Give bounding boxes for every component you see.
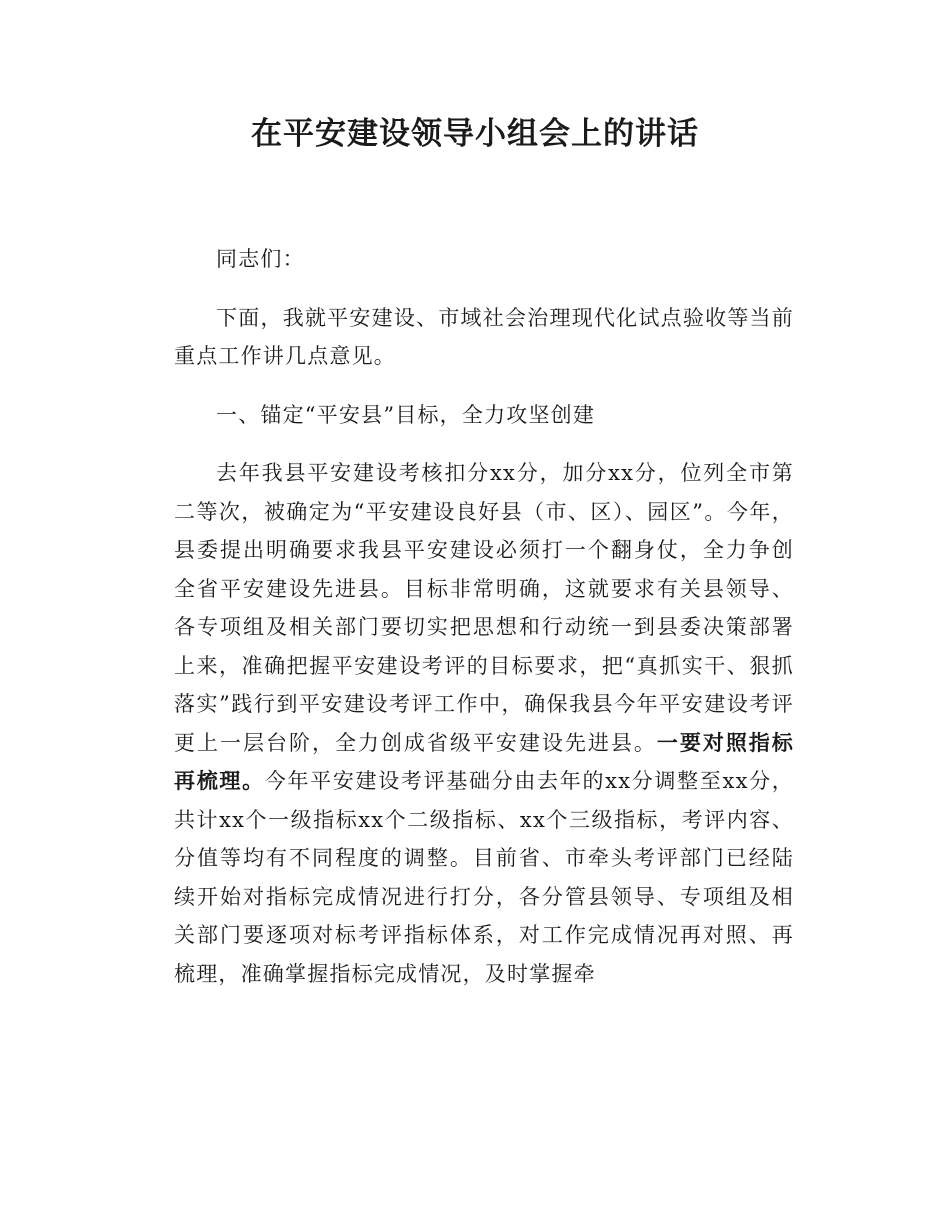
section-heading: 一、锚定“平安县”目标，全力攻坚创建 bbox=[216, 402, 596, 427]
document-title: 在平安建设领导小组会上的讲话 bbox=[251, 116, 699, 152]
salutation: 同志们： bbox=[216, 247, 305, 271]
bold-lead-phrase: 一要对照指标再梳理。 bbox=[174, 730, 795, 793]
paragraph-text-continued: 今年平安建设考评基础分由去年的xx分调整至xx分，共计xx个一级指标xx个二级指标、xx个三级指标，考评内容、分值等均有不同程度的调整。目前省、市牵头考评部门已经陆续开始对指标完成情况进行打分，各分管县领导、专项组及相关部门要逐项对标考评指标体系，对工作完成情况再对照、再梳理，准确掌握指标完成情况，及时掌握牵 bbox=[174, 769, 794, 986]
intro-paragraph: 下面，我就平安建设、市域社会治理现代化试点验收等当前重点工作讲几点意见。 bbox=[174, 305, 794, 368]
body-paragraph bbox=[174, 454, 794, 993]
document-body bbox=[174, 240, 794, 993]
paragraph-text: 去年我县平安建设考核扣分xx分，加分xx分，位列全市第二等次，被确定为“平安建设良好县（市、区）、园区”。今年，县委提出明确要求我县平安建设必须打一个翻身仗，全力争创全省平安建设先进县。目标非常明确，这就要求有关县领导、各专项组及相关部门要切实把思想和行动统一到县委决策部署上来，准确把握平安建设考评的目标要求，把“真抓实干、狠抓落实”践行到平安建设考评工作中，确保我县今年平安建设考评更上一层台阶，全力创成省级平安建设先进县。 bbox=[174, 461, 794, 755]
